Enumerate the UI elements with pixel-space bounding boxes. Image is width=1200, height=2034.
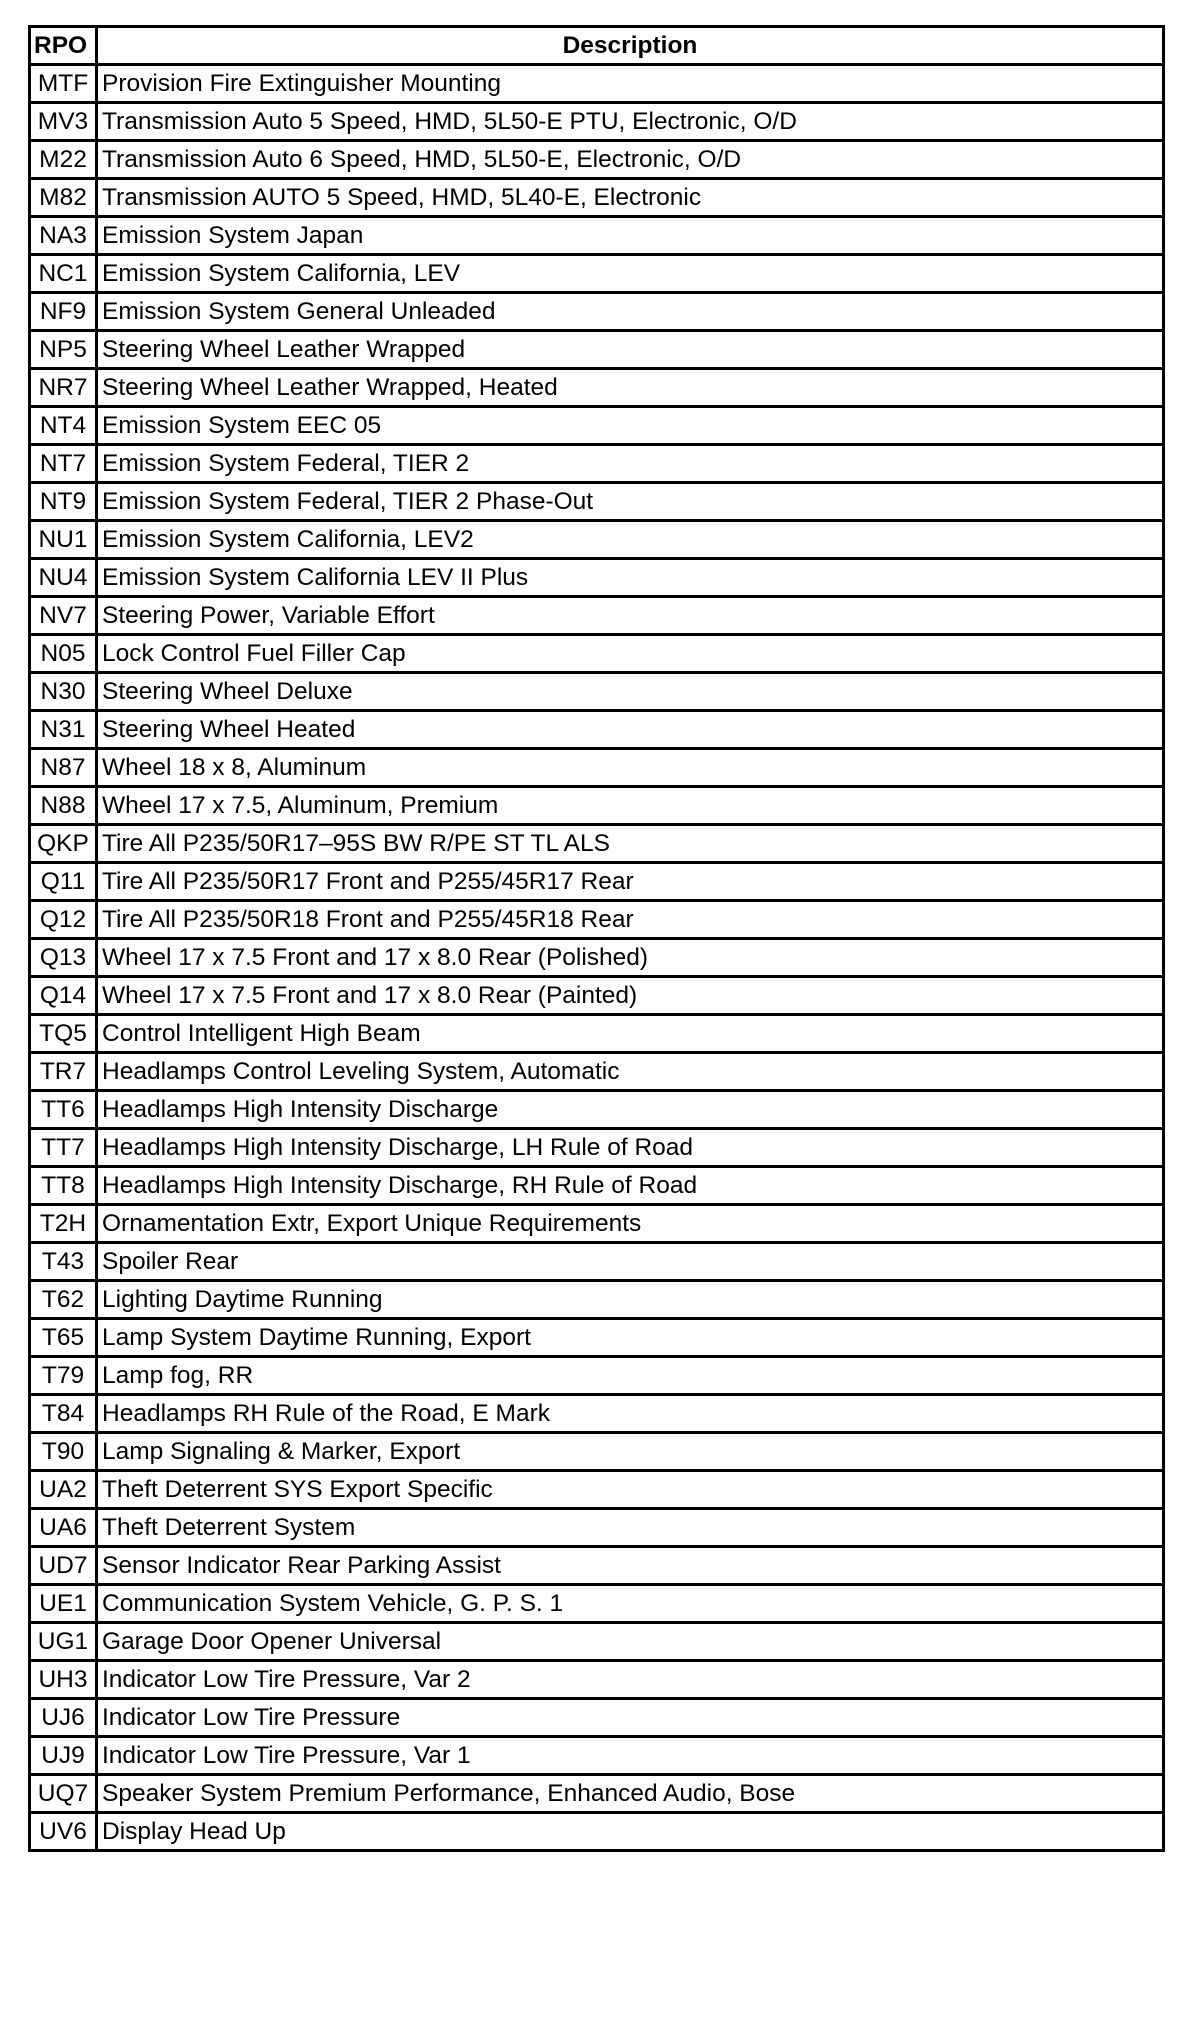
description-cell: Tire All P235/50R17–95S BW R/PE ST TL ALS (97, 825, 1164, 863)
rpo-code-cell: NP5 (30, 331, 97, 369)
table-row (30, 1661, 1164, 1699)
table-row (30, 1813, 1164, 1851)
rpo-code-cell: M22 (30, 141, 97, 179)
table-row (30, 711, 1164, 749)
rpo-code-cell: NU4 (30, 559, 97, 597)
description-cell: Lock Control Fuel Filler Cap (97, 635, 1164, 673)
table-row (30, 1623, 1164, 1661)
rpo-code-cell: NU1 (30, 521, 97, 559)
table-row (30, 635, 1164, 673)
description-cell: Lamp fog, RR (97, 1357, 1164, 1395)
table-row (30, 825, 1164, 863)
description-cell: Transmission Auto 6 Speed, HMD, 5L50-E, Electronic, O/D (97, 141, 1164, 179)
description-cell: Tire All P235/50R17 Front and P255/45R17 Rear (97, 863, 1164, 901)
table-row (30, 1281, 1164, 1319)
table-row (30, 369, 1164, 407)
table-row (30, 65, 1164, 103)
table-row (30, 1167, 1164, 1205)
header-row (30, 27, 1164, 65)
description-cell: Garage Door Opener Universal (97, 1623, 1164, 1661)
rpo-code-cell: N05 (30, 635, 97, 673)
rpo-code-cell: N31 (30, 711, 97, 749)
description-cell: Steering Wheel Leather Wrapped, Heated (97, 369, 1164, 407)
table-row (30, 483, 1164, 521)
description-cell: Emission System Federal, TIER 2 Phase-Out (97, 483, 1164, 521)
description-cell: Headlamps Control Leveling System, Automatic (97, 1053, 1164, 1091)
description-cell: Spoiler Rear (97, 1243, 1164, 1281)
rpo-code-cell: UJ6 (30, 1699, 97, 1737)
table-row (30, 787, 1164, 825)
table-row (30, 559, 1164, 597)
table-header (30, 27, 1164, 65)
table-row (30, 901, 1164, 939)
table-row (30, 977, 1164, 1015)
rpo-column-header: RPO (30, 27, 97, 65)
description-cell: Transmission Auto 5 Speed, HMD, 5L50-E PTU, Electronic, O/D (97, 103, 1164, 141)
rpo-code-cell: Q13 (30, 939, 97, 977)
description-cell: Theft Deterrent SYS Export Specific (97, 1471, 1164, 1509)
table-row (30, 597, 1164, 635)
table-row (30, 1319, 1164, 1357)
rpo-code-cell: T84 (30, 1395, 97, 1433)
rpo-code-cell: NT4 (30, 407, 97, 445)
table-row (30, 939, 1164, 977)
rpo-code-cell: NF9 (30, 293, 97, 331)
rpo-code-cell: UA6 (30, 1509, 97, 1547)
rpo-code-cell: TR7 (30, 1053, 97, 1091)
table-row (30, 407, 1164, 445)
rpo-code-cell: UJ9 (30, 1737, 97, 1775)
rpo-code-cell: NT7 (30, 445, 97, 483)
description-cell: Transmission AUTO 5 Speed, HMD, 5L40-E, Electronic (97, 179, 1164, 217)
table-row (30, 1205, 1164, 1243)
description-cell: Display Head Up (97, 1813, 1164, 1851)
rpo-code-cell: N30 (30, 673, 97, 711)
description-cell: Communication System Vehicle, G. P. S. 1 (97, 1585, 1164, 1623)
rpo-code-cell: NA3 (30, 217, 97, 255)
table-row (30, 1357, 1164, 1395)
table-row (30, 1699, 1164, 1737)
description-cell: Headlamps RH Rule of the Road, E Mark (97, 1395, 1164, 1433)
table-row (30, 1129, 1164, 1167)
rpo-table (28, 25, 1165, 1852)
rpo-code-cell: TQ5 (30, 1015, 97, 1053)
description-cell: Steering Power, Variable Effort (97, 597, 1164, 635)
rpo-code-cell: MV3 (30, 103, 97, 141)
rpo-code-cell: T62 (30, 1281, 97, 1319)
table-row (30, 1737, 1164, 1775)
rpo-code-cell: NC1 (30, 255, 97, 293)
description-cell: Indicator Low Tire Pressure, Var 1 (97, 1737, 1164, 1775)
description-cell: Emission System EEC 05 (97, 407, 1164, 445)
table-row (30, 293, 1164, 331)
description-cell: Tire All P235/50R18 Front and P255/45R18 Rear (97, 901, 1164, 939)
table-row (30, 1775, 1164, 1813)
table-row (30, 1395, 1164, 1433)
rpo-code-cell: MTF (30, 65, 97, 103)
rpo-code-cell: UD7 (30, 1547, 97, 1585)
description-cell: Emission System Japan (97, 217, 1164, 255)
rpo-code-cell: T65 (30, 1319, 97, 1357)
description-cell: Steering Wheel Leather Wrapped (97, 331, 1164, 369)
description-cell: Emission System Federal, TIER 2 (97, 445, 1164, 483)
description-cell: Emission System California LEV II Plus (97, 559, 1164, 597)
table-row (30, 217, 1164, 255)
description-cell: Headlamps High Intensity Discharge, RH Rule of Road (97, 1167, 1164, 1205)
table-row (30, 331, 1164, 369)
description-cell: Emission System California, LEV2 (97, 521, 1164, 559)
table-row (30, 1509, 1164, 1547)
table-row (30, 445, 1164, 483)
description-cell: Lamp Signaling & Marker, Export (97, 1433, 1164, 1471)
table-row (30, 749, 1164, 787)
rpo-code-cell: Q12 (30, 901, 97, 939)
table-row (30, 141, 1164, 179)
rpo-code-cell: Q11 (30, 863, 97, 901)
rpo-code-cell: Q14 (30, 977, 97, 1015)
description-cell: Control Intelligent High Beam (97, 1015, 1164, 1053)
rpo-code-cell: TT6 (30, 1091, 97, 1129)
rpo-code-cell: N87 (30, 749, 97, 787)
rpo-code-cell: UG1 (30, 1623, 97, 1661)
table-row (30, 673, 1164, 711)
rpo-code-cell: QKP (30, 825, 97, 863)
rpo-code-cell: UH3 (30, 1661, 97, 1699)
table-row (30, 1015, 1164, 1053)
description-cell: Provision Fire Extinguisher Mounting (97, 65, 1164, 103)
table-row (30, 179, 1164, 217)
description-cell: Wheel 17 x 7.5 Front and 17 x 8.0 Rear (Painted) (97, 977, 1164, 1015)
rpo-code-cell: T2H (30, 1205, 97, 1243)
description-cell: Lamp System Daytime Running, Export (97, 1319, 1164, 1357)
description-cell: Emission System California, LEV (97, 255, 1164, 293)
rpo-code-cell: NV7 (30, 597, 97, 635)
rpo-code-cell: N88 (30, 787, 97, 825)
table-row (30, 1433, 1164, 1471)
table-row (30, 103, 1164, 141)
description-cell: Headlamps High Intensity Discharge (97, 1091, 1164, 1129)
table-row (30, 521, 1164, 559)
description-cell: Theft Deterrent System (97, 1509, 1164, 1547)
description-cell: Indicator Low Tire Pressure (97, 1699, 1164, 1737)
description-cell: Wheel 17 x 7.5, Aluminum, Premium (97, 787, 1164, 825)
rpo-code-cell: T79 (30, 1357, 97, 1395)
description-cell: Wheel 18 x 8, Aluminum (97, 749, 1164, 787)
table-row (30, 1053, 1164, 1091)
table-row (30, 1471, 1164, 1509)
rpo-code-cell: T90 (30, 1433, 97, 1471)
table-row (30, 1091, 1164, 1129)
description-cell: Wheel 17 x 7.5 Front and 17 x 8.0 Rear (Polished) (97, 939, 1164, 977)
table-row (30, 863, 1164, 901)
description-cell: Lighting Daytime Running (97, 1281, 1164, 1319)
rpo-code-cell: NT9 (30, 483, 97, 521)
table-row (30, 255, 1164, 293)
description-column-header: Description (97, 27, 1164, 65)
description-cell: Speaker System Premium Performance, Enhanced Audio, Bose (97, 1775, 1164, 1813)
rpo-code-cell: UE1 (30, 1585, 97, 1623)
rpo-code-cell: M82 (30, 179, 97, 217)
description-cell: Emission System General Unleaded (97, 293, 1164, 331)
rpo-code-cell: TT8 (30, 1167, 97, 1205)
description-cell: Steering Wheel Deluxe (97, 673, 1164, 711)
rpo-code-cell: T43 (30, 1243, 97, 1281)
rpo-code-cell: NR7 (30, 369, 97, 407)
table-body (30, 65, 1164, 1851)
table-row (30, 1585, 1164, 1623)
rpo-code-cell: UQ7 (30, 1775, 97, 1813)
description-cell: Indicator Low Tire Pressure, Var 2 (97, 1661, 1164, 1699)
description-cell: Sensor Indicator Rear Parking Assist (97, 1547, 1164, 1585)
rpo-code-cell: UA2 (30, 1471, 97, 1509)
rpo-code-cell: UV6 (30, 1813, 97, 1851)
rpo-code-cell: TT7 (30, 1129, 97, 1167)
description-cell: Ornamentation Extr, Export Unique Requirements (97, 1205, 1164, 1243)
table-row (30, 1547, 1164, 1585)
description-cell: Steering Wheel Heated (97, 711, 1164, 749)
table-row (30, 1243, 1164, 1281)
description-cell: Headlamps High Intensity Discharge, LH Rule of Road (97, 1129, 1164, 1167)
